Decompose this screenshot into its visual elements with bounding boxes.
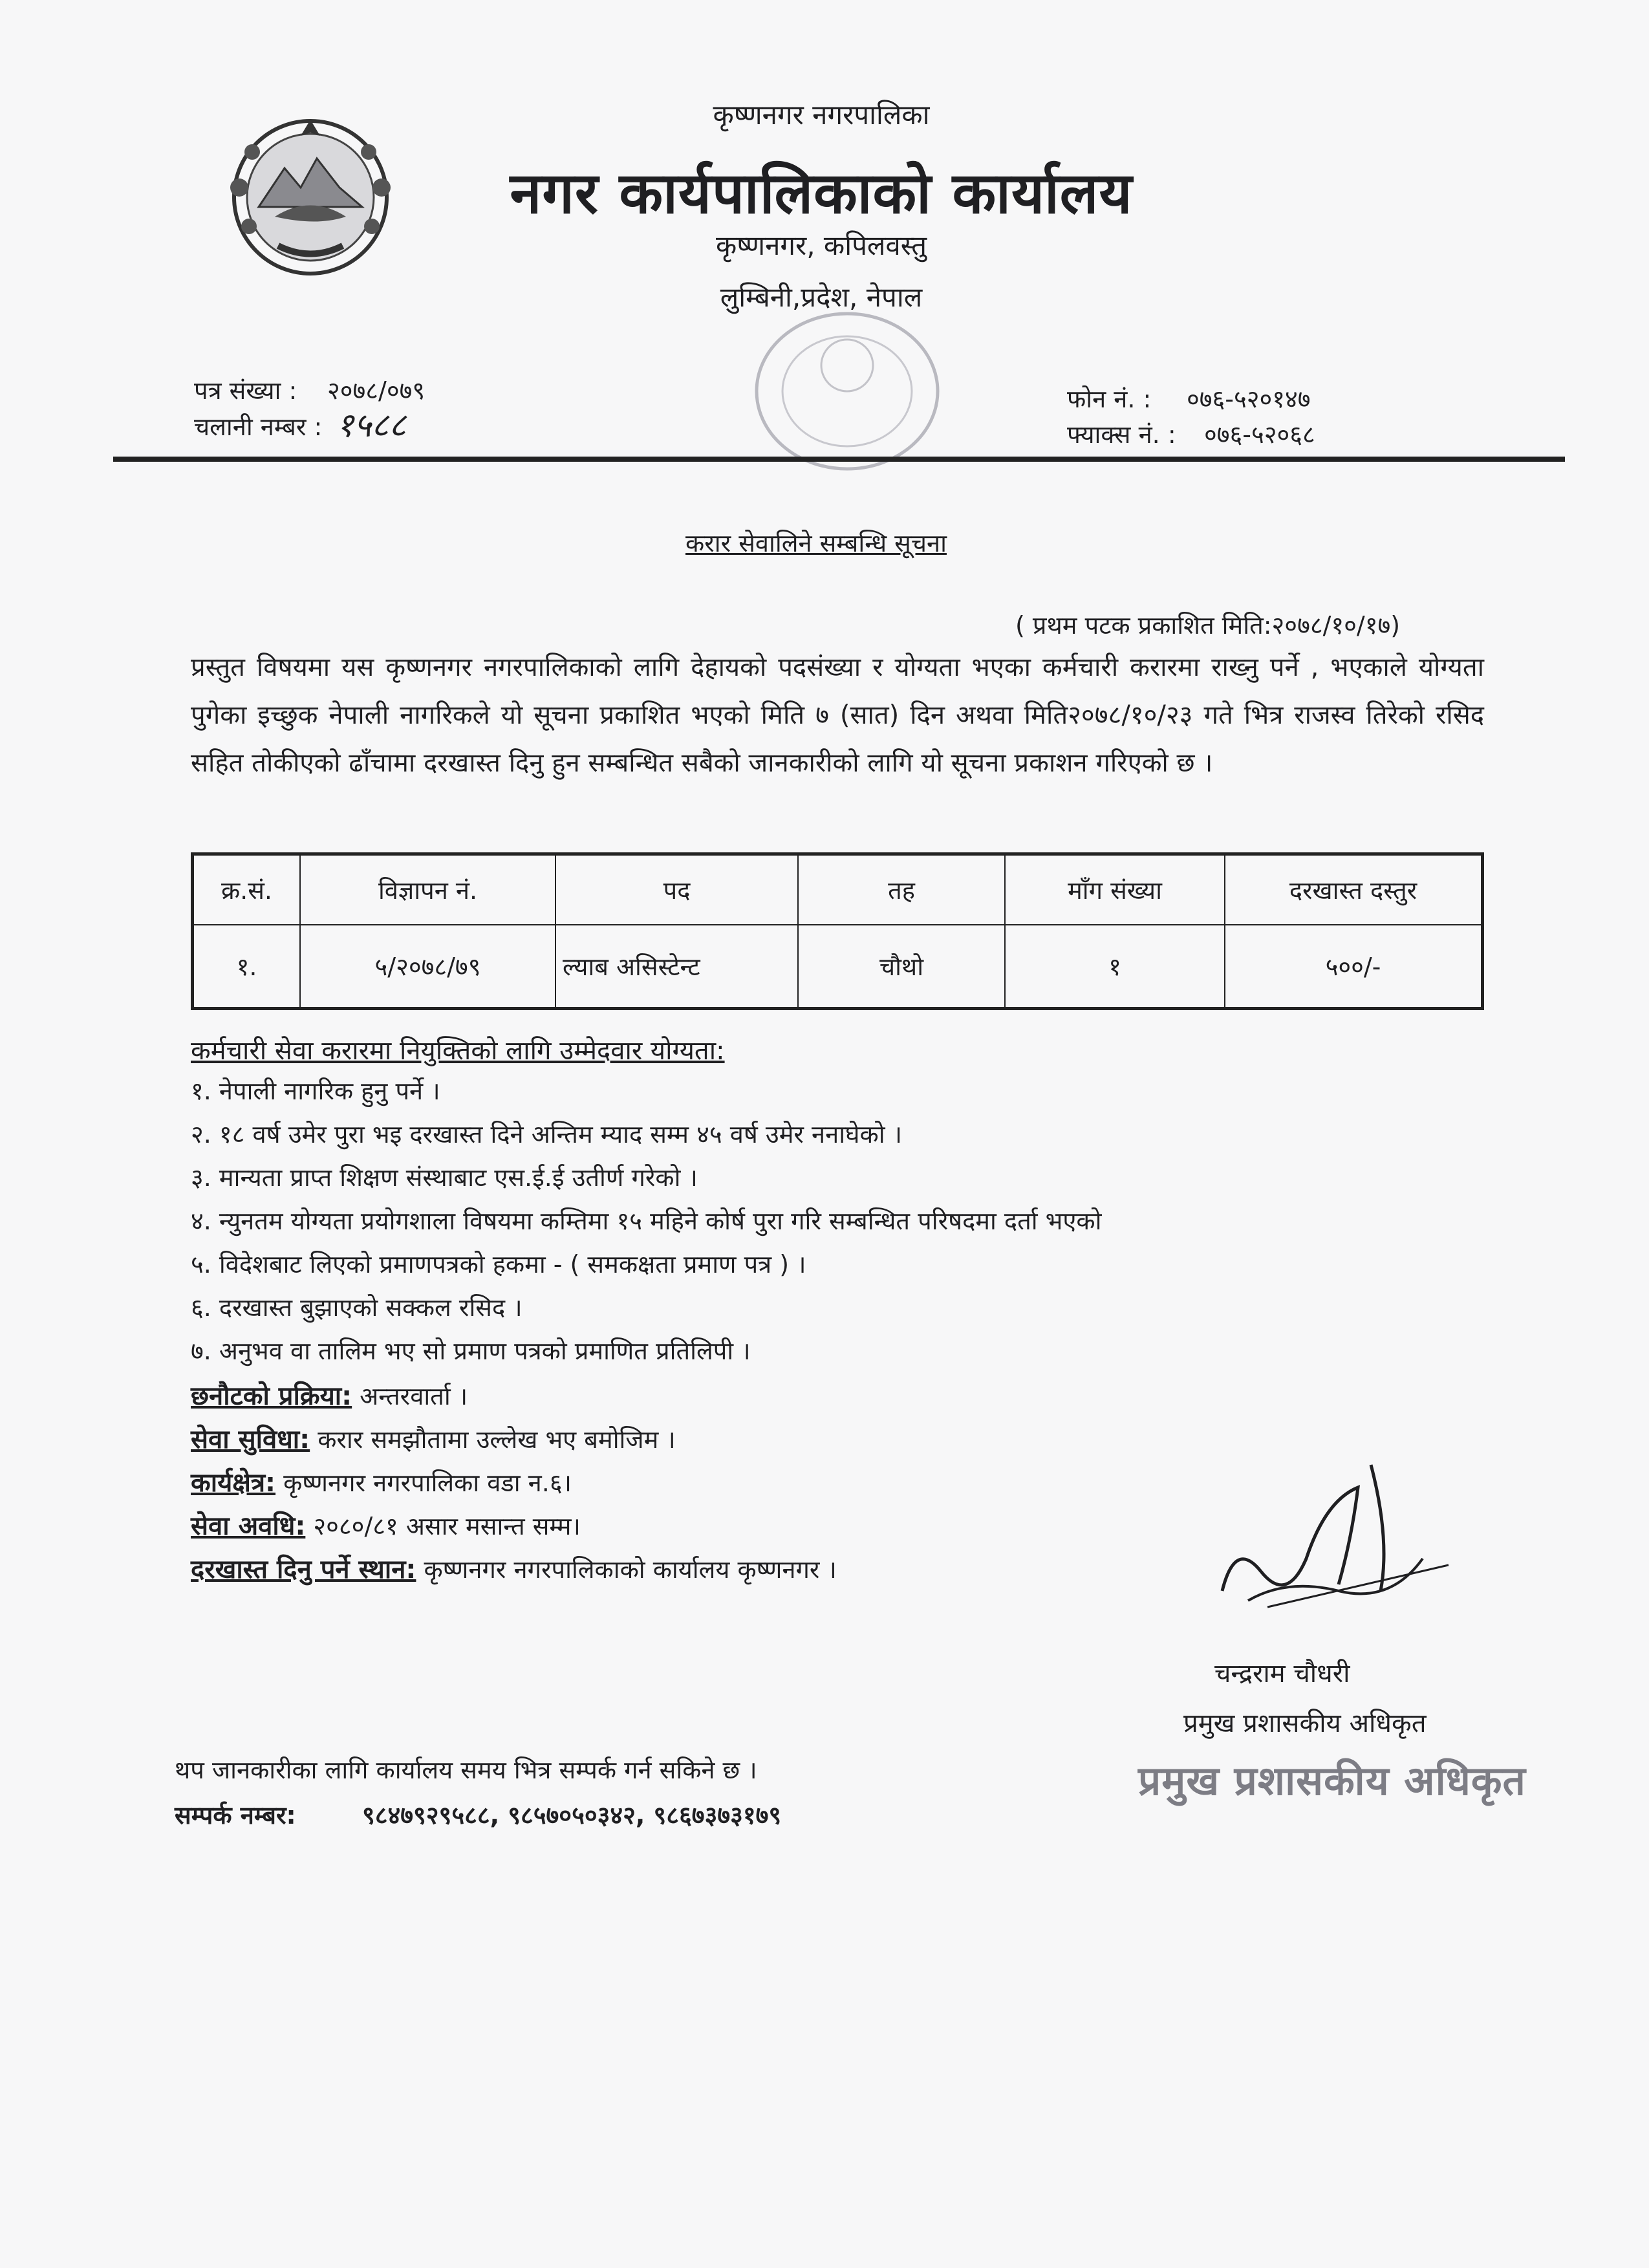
office-title: नगर कार्यपालिकाको कार्यालय [510,160,1133,226]
service-benefits-value: करार समझौतामा उल्लेख भए बमोजिम । [310,1425,676,1454]
notice-title: करार सेवालिने सम्बन्धि सूचना [685,529,947,557]
municipality-name: कृष्णनगर नगरपालिका [713,99,930,131]
table-cell: १ [1005,925,1225,1008]
signer-name: चन्द्रराम चौधरी [1214,1659,1350,1689]
title-stamp: प्रमुख प्रशासकीय अधिकृत [1138,1757,1526,1804]
table-cell: १. [193,925,300,1008]
selection-process [191,1377,468,1412]
work-area [191,1463,572,1499]
application-place [191,1550,837,1586]
work-area-label: कार्यक्षेत्र: [191,1468,276,1498]
table-header-cell: तह [798,855,1005,925]
office-province: लुम्बिनी,प्रदेश, नेपाल [720,281,923,313]
office-seal-stamp-icon [750,304,944,479]
first-published-date: ( प्रथम पटक प्रकाशित मिति:२०७८/१०/१७) [1015,611,1401,640]
qualifications-heading: कर्मचारी सेवा करारमा नियुक्तिको लागि उम्मेदवार योग्यता: [191,1036,725,1066]
list-item: ३. मान्यता प्राप्त शिक्षण संस्थाबाट एस.ई.ई उतीर्ण गरेको । [191,1163,698,1192]
contact-label: सम्पर्क नम्बर: [175,1801,296,1830]
table-header-cell: क्र.सं. [193,855,300,925]
table-header-cell: दरखास्त दस्तुर [1225,855,1482,925]
fax-label: फ्याक्स नं. : [1067,420,1176,449]
dispatch-number-value: १५८८ [336,406,407,445]
phone-label: फोन नं. : [1067,385,1152,413]
table-row [193,925,1482,1008]
list-item: ५. विदेशबाट लिएको प्रमाणपत्रको हकमा - ( समकक्षता प्रमाण पत्र ) । [191,1250,806,1279]
list-item: ६. दरखास्त बुझाएको सक्कल रसिद । [191,1293,523,1322]
header-divider [113,457,1565,462]
signer-title: प्रमुख प्रशासकीय अधिकृत [1183,1709,1427,1738]
ref-number-label: पत्र संख्या : [194,376,297,405]
more-info-text: थप जानकारीका लागि कार्यालय समय भित्र सम्पर्क गर्न सकिने छ । [175,1756,757,1784]
table-header-row [193,855,1482,925]
service-benefits [191,1420,676,1456]
contact-numbers: ९८४७९२९५८८, ९८५७०५०३४२, ९८६७३७३१७९ [362,1801,782,1830]
table-cell: ल्याब असिस्टेन्ट [555,925,798,1008]
list-item: ७. अनुभव वा तालिम भए सो प्रमाण पत्रको प्रमाणित प्रतिलिपी । [191,1337,751,1365]
vacancy-table [191,852,1484,1010]
office-address: कृष्णनगर, कपिलवस्तु [715,230,927,261]
list-item: १. नेपाली नागरिक हुनु पर्ने । [191,1077,440,1105]
list-item: ४. न्युनतम योग्यता प्रयोगशाला विषयमा कम्तिमा १५ महिने कोर्ष पुरा गरि सम्बन्धित परिषदमा दर्ता भएको [191,1207,1102,1235]
table-cell: चौथो [798,925,1005,1008]
work-area-value: कृष्णनगर नगरपालिका वडा न.६। [275,1469,572,1497]
table-cell: ५००/- [1225,925,1482,1008]
selection-process-value: अन्तरवार्ता । [352,1382,468,1410]
ref-number-value: २०७८/०७९ [327,376,426,405]
notice-intro-paragraph: प्रस्तुत विषयमा यस कृष्णनगर नगरपालिकाको लागि देहायको पदसंख्या र योग्यता भएका कर्मचारी करारमा राख्नु पर्ने , भएकाले योग्यता पुगेका इच्छुक नेपाली नागरिकले यो सूचना प्रकाशित भएको मिति ७ (सात) दिन अथवा मिति२०७८/१०/२३ गते भित्र राजस्व तिरेको रसिद सहित तोकीएको ढाँचामा दरखास्त दिनु हुन सम्बन्धित सबैको जानकारीको लागि यो सूचना प्रकाशन गरिएको छ । [191,653,1484,778]
service-period-label: सेवा अवधि: [191,1511,306,1541]
list-item: २. १८ वर्ष उमेर पुरा भइ दरखास्त दिने अन्तिम म्याद सम्म ४५ वर्ष उमेर ननाघेको । [191,1120,903,1149]
nepal-emblem-icon [213,97,407,291]
table-header-cell: विज्ञापन नं. [300,855,555,925]
fax-value: ०७६-५२०६८ [1204,420,1315,449]
service-period [191,1507,581,1542]
selection-process-label: छनौटको प्रक्रिया: [191,1381,352,1411]
table-header-cell: पद [555,855,798,925]
signature-image [1209,1462,1468,1630]
service-benefits-label: सेवा सुविधा: [191,1425,310,1454]
service-period-value: २०८०/८१ असार मसान्त सम्म। [305,1512,581,1540]
phone-value: ०७६-५२०१४७ [1187,385,1311,413]
table-header-cell: माँग संख्या [1005,855,1225,925]
application-place-label: दरखास्त दिनु पर्ने स्थान: [191,1555,416,1584]
dispatch-number-label: चलानी नम्बर : [194,413,323,441]
application-place-value: कृष्णनगर नगरपालिकाको कार्यालय कृष्णनगर । [416,1555,837,1584]
table-cell: ५/२०७८/७९ [300,925,555,1008]
